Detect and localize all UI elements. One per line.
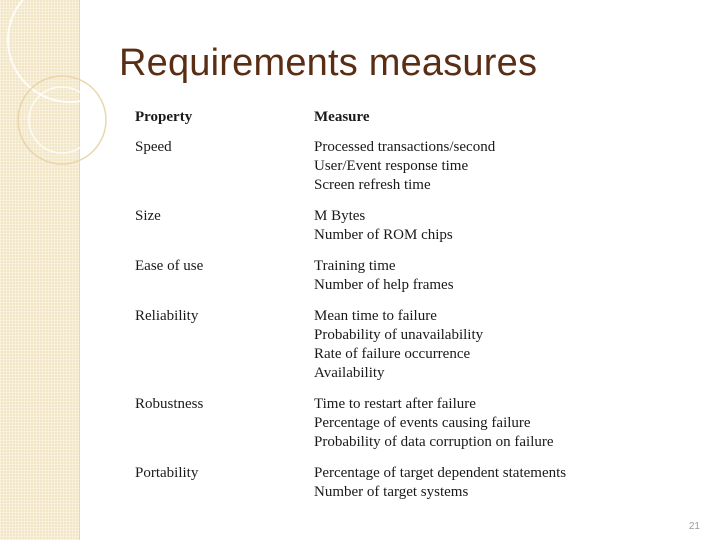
measure-item: Processed transactions/second [314, 139, 496, 155]
property-cell: Speed [135, 139, 172, 155]
measure-item: Availability [314, 365, 385, 381]
measure-item: Percentage of target dependent statements [314, 465, 567, 481]
measure-cell [314, 138, 605, 195]
table-row [135, 307, 605, 383]
table-row [135, 395, 605, 452]
table-body [135, 138, 605, 502]
measure-item: Number of ROM chips [314, 227, 453, 243]
measure-item: Probability of data corruption on failure [314, 434, 554, 450]
measure-item: User/Event response time [314, 158, 469, 174]
measure-item: M Bytes [314, 208, 366, 224]
table-header [135, 108, 605, 138]
measure-cell [314, 395, 605, 452]
measure-cell [314, 257, 605, 295]
table-row [135, 257, 605, 295]
measure-item: Percentage of events causing failure [314, 415, 531, 431]
measure-item: Mean time to failure [314, 308, 437, 324]
measure-item: Probability of unavailability [314, 327, 484, 343]
table-row [135, 138, 605, 195]
requirements-table [135, 108, 605, 514]
measure-item: Time to restart after failure [314, 396, 476, 412]
measure-item: Number of target systems [314, 484, 469, 500]
measure-cell [314, 207, 605, 245]
measure-item: Number of help frames [314, 277, 454, 293]
property-cell: Reliability [135, 308, 199, 324]
measure-item: Screen refresh time [314, 177, 431, 193]
table-row [135, 464, 605, 502]
page-number: 21 [688, 521, 700, 532]
measure-cell [314, 307, 605, 383]
property-cell: Robustness [135, 396, 204, 412]
header-measure: Measure [314, 109, 370, 125]
measure-item: Training time [314, 258, 396, 274]
property-cell: Ease of use [135, 258, 204, 274]
table-row [135, 207, 605, 245]
slide-title: Requirements measures [119, 42, 538, 84]
property-cell: Portability [135, 465, 199, 481]
measure-cell [314, 464, 605, 502]
header-property: Property [135, 109, 193, 125]
measure-item: Rate of failure occurrence [314, 346, 471, 362]
property-cell: Size [135, 208, 161, 224]
